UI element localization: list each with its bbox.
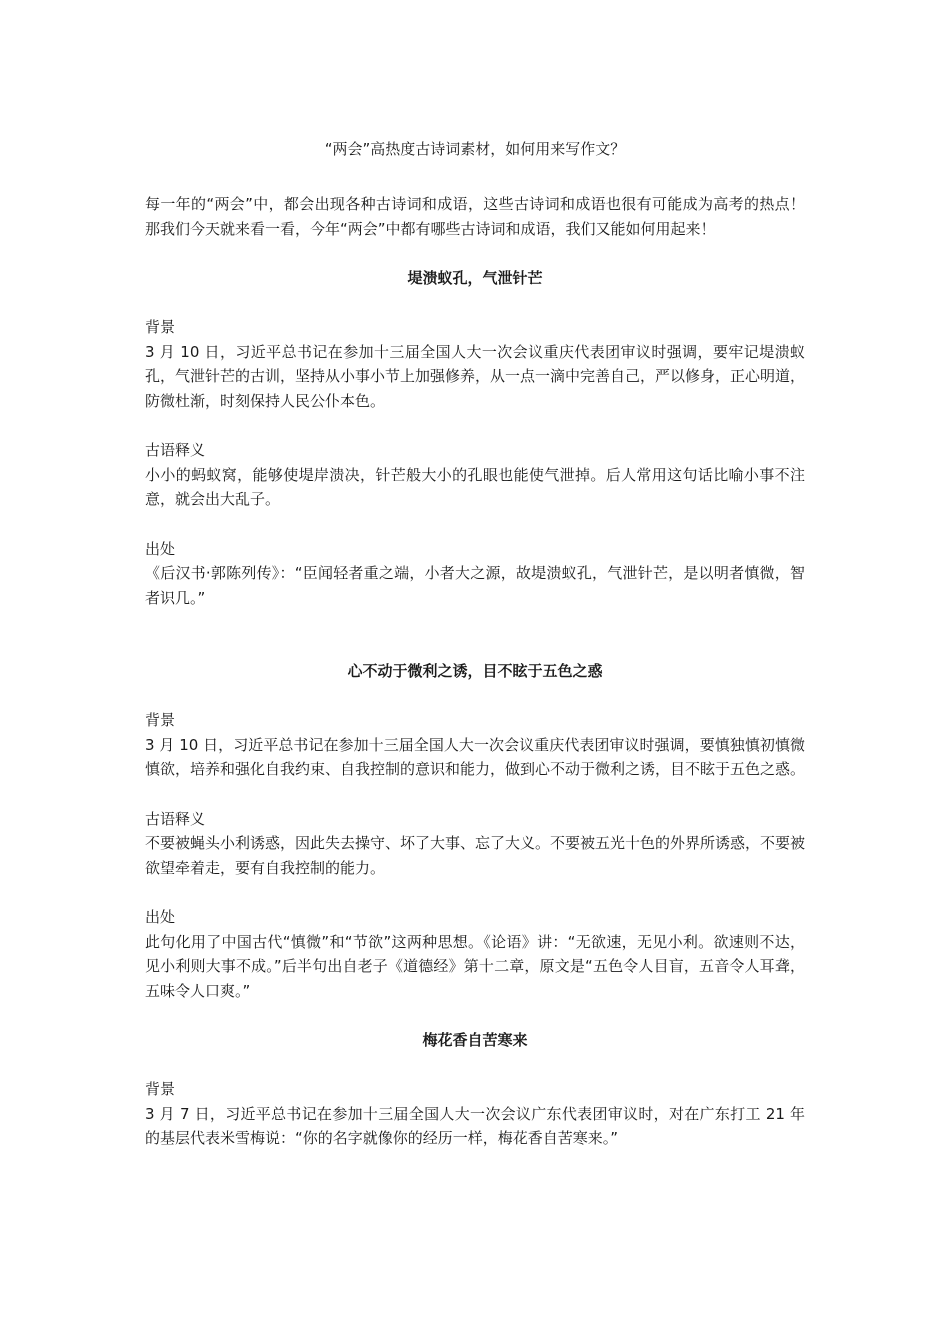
source-label: 出处 bbox=[145, 908, 176, 926]
spacer bbox=[145, 413, 805, 438]
spacer bbox=[145, 1052, 805, 1077]
background-label: 背景 bbox=[145, 318, 176, 336]
background-text: 3 月 7 日，习近平总书记在参加十三届全国人大一次会议广东代表团审议时，对在广东打工 21 年的基层代表米雪梅说：“你的名字就像你的经历一样，梅花香自苦寒来。” bbox=[145, 1104, 805, 1147]
meaning-label: 古语释义 bbox=[145, 441, 206, 459]
background-text: 3 月 10 日，习近平总书记在参加十三届全国人大一次会议重庆代表团审议时强调，要慎独慎初慎微慎欲，培养和强化自我约束、自我控制的意识和能力，做到心不动于微利之诱，目不眩于五色之惑。 bbox=[145, 735, 806, 778]
document-title: “两会”高热度古诗词素材，如何用来写作文？ bbox=[324, 140, 626, 158]
spacer bbox=[145, 610, 805, 659]
source-label: 出处 bbox=[145, 539, 176, 558]
section-heading: 心不动于微利之诱，目不眩于五色之惑 bbox=[347, 662, 603, 680]
section-heading: 梅花香自苦寒来 bbox=[422, 1031, 528, 1049]
document-page bbox=[145, 137, 805, 1151]
spacer bbox=[145, 290, 805, 315]
spacer bbox=[145, 512, 805, 537]
spacer bbox=[145, 683, 805, 708]
section-heading: 堤溃蚁孔，气泄针芒 bbox=[407, 269, 543, 287]
meaning-text: 不要被蝇头小利诱惑，因此失去操守、坏了大事、忘了大义。不要被五光十色的外界所诱惑，不要被欲望牵着走，要有自我控制的能力。 bbox=[145, 834, 806, 877]
background-label: 背景 bbox=[145, 711, 176, 729]
spacer bbox=[145, 241, 805, 266]
spacer bbox=[145, 782, 805, 807]
spacer bbox=[145, 1003, 805, 1028]
source-text: 《后汉书·郭陈列传》：“臣闻轻者重之端，小者大之源，故堤溃蚁孔，气泄针芒，是以明者慎微，智者识几。” bbox=[145, 564, 805, 607]
spacer bbox=[145, 880, 805, 905]
intro-paragraph: 每一年的“两会”中，都会出现各种古诗词和成语，这些古诗词和成语也很有可能成为高考的热点！那我们今天就来看一看，今年“两会”中都有哪些古诗词和成语，我们又能如何用起来！ bbox=[145, 195, 805, 238]
background-text: 3 月 10 日，习近平总书记在参加十三届全国人大一次会议重庆代表团审议时强调，要牢记堤溃蚁孔，气泄针芒的古训，坚持从小事小节上加强修养，从一点一滴中完善自己，严以修身，正心明道，防微杜渐，时刻保持人民公仆本色。 bbox=[145, 342, 806, 410]
meaning-text: 小小的蚂蚁窝，能够使堤岸溃决，针芒般大小的孔眼也能使气泄掉。后人常用这句话比喻小事不注意，就会出大乱子。 bbox=[145, 465, 805, 508]
meaning-label: 古语释义 bbox=[145, 809, 206, 828]
source-text: 此句化用了中国古代“慎微”和“节欲”这两种思想。《论语》讲：“无欲速，无见小利。欲速则不达，见小利则大事不成。”后半句出自老子《道德经》第十二章，原文是“五色令人目盲，五音令人耳聋，五味令人口爽。” bbox=[145, 932, 805, 1000]
background-label: 背景 bbox=[145, 1080, 176, 1098]
